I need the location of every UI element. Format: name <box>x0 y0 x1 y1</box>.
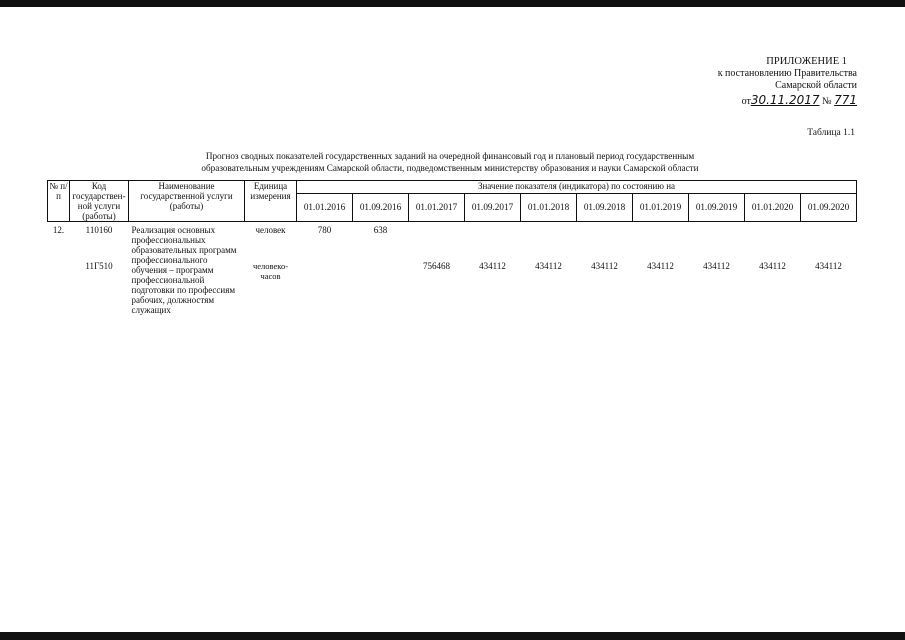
header-date: 01.01.2019 <box>633 193 689 221</box>
row-value: 434112 <box>591 260 618 271</box>
header-date: 01.09.2017 <box>465 193 521 221</box>
header-date: 01.01.2018 <box>521 193 577 221</box>
header-name: Наименование государственной услуги (работы) <box>129 181 245 222</box>
row-value <box>745 222 801 251</box>
row-value <box>801 222 857 251</box>
row-value <box>297 251 353 315</box>
document-title <box>150 150 750 174</box>
header-unit: Единица измерения <box>245 181 297 222</box>
row-value: 780 <box>317 225 332 235</box>
row-num: 12. <box>52 225 65 235</box>
row-value <box>577 222 633 251</box>
appendix-title: ПРИЛОЖЕНИЕ 1 <box>766 56 847 67</box>
title-line-2: образовательным учреждениям Самарской области, подведомственным министерству образования и науки Самарской области <box>201 163 699 173</box>
row-unit: человек <box>255 225 286 235</box>
row-value <box>521 222 577 251</box>
header-code: Код государствен-ной услуги (работы) <box>70 181 129 222</box>
row-value: 434112 <box>703 260 730 271</box>
row-value <box>689 222 745 251</box>
row-value <box>409 222 465 251</box>
appendix-line2: Самарской области <box>775 80 857 91</box>
row-code: 11Г510 <box>85 260 113 271</box>
appendix-block <box>718 56 857 108</box>
row-code: 110160 <box>85 225 113 235</box>
row-service-name: Реализация основных профессиональных образовательных программ профессионального обучения – программ профессиональной подготовки по профессиям рабочих, должностям служащих <box>131 225 237 315</box>
date-prefix: от <box>741 96 751 107</box>
header-row-1 <box>48 181 857 194</box>
row-unit: человеко-часов <box>252 260 289 281</box>
header-date: 01.01.2017 <box>409 193 465 221</box>
resolution-date: 30.11.2017 <box>750 93 820 107</box>
header-date: 01.09.2018 <box>577 193 633 221</box>
row-value: 434112 <box>479 260 506 271</box>
row-value <box>633 222 689 251</box>
header-date: 01.01.2020 <box>745 193 801 221</box>
resolution-number: 771 <box>834 93 857 107</box>
row-value: 434112 <box>759 260 786 271</box>
indicators-table <box>47 180 857 315</box>
scan-border-top <box>0 0 905 7</box>
table-row <box>48 222 857 251</box>
row-value: 434112 <box>647 260 674 271</box>
header-num: № п/п <box>48 181 70 222</box>
appendix-line1: к постановлению Правительства <box>717 68 857 79</box>
scan-border-bottom <box>0 632 905 640</box>
number-prefix: № <box>822 96 832 107</box>
row-value: 434112 <box>815 260 842 271</box>
row-value <box>465 222 521 251</box>
header-date: 01.09.2020 <box>801 193 857 221</box>
row-value <box>353 251 409 315</box>
row-num <box>48 251 70 315</box>
header-date: 01.09.2019 <box>689 193 745 221</box>
row-value: 756468 <box>423 260 450 271</box>
table-label: Таблица 1.1 <box>807 128 855 138</box>
header-date: 01.01.2016 <box>297 193 353 221</box>
header-date: 01.09.2016 <box>353 193 409 221</box>
row-value: 434112 <box>535 260 562 271</box>
title-line-1: Прогноз сводных показателей государственных заданий на очередной финансовый год и плановый период государственным <box>205 151 695 161</box>
appendix-date-line <box>718 94 857 108</box>
row-value: 638 <box>373 225 388 235</box>
header-values-span: Значение показателя (индикатора) по состоянию на <box>297 181 857 194</box>
